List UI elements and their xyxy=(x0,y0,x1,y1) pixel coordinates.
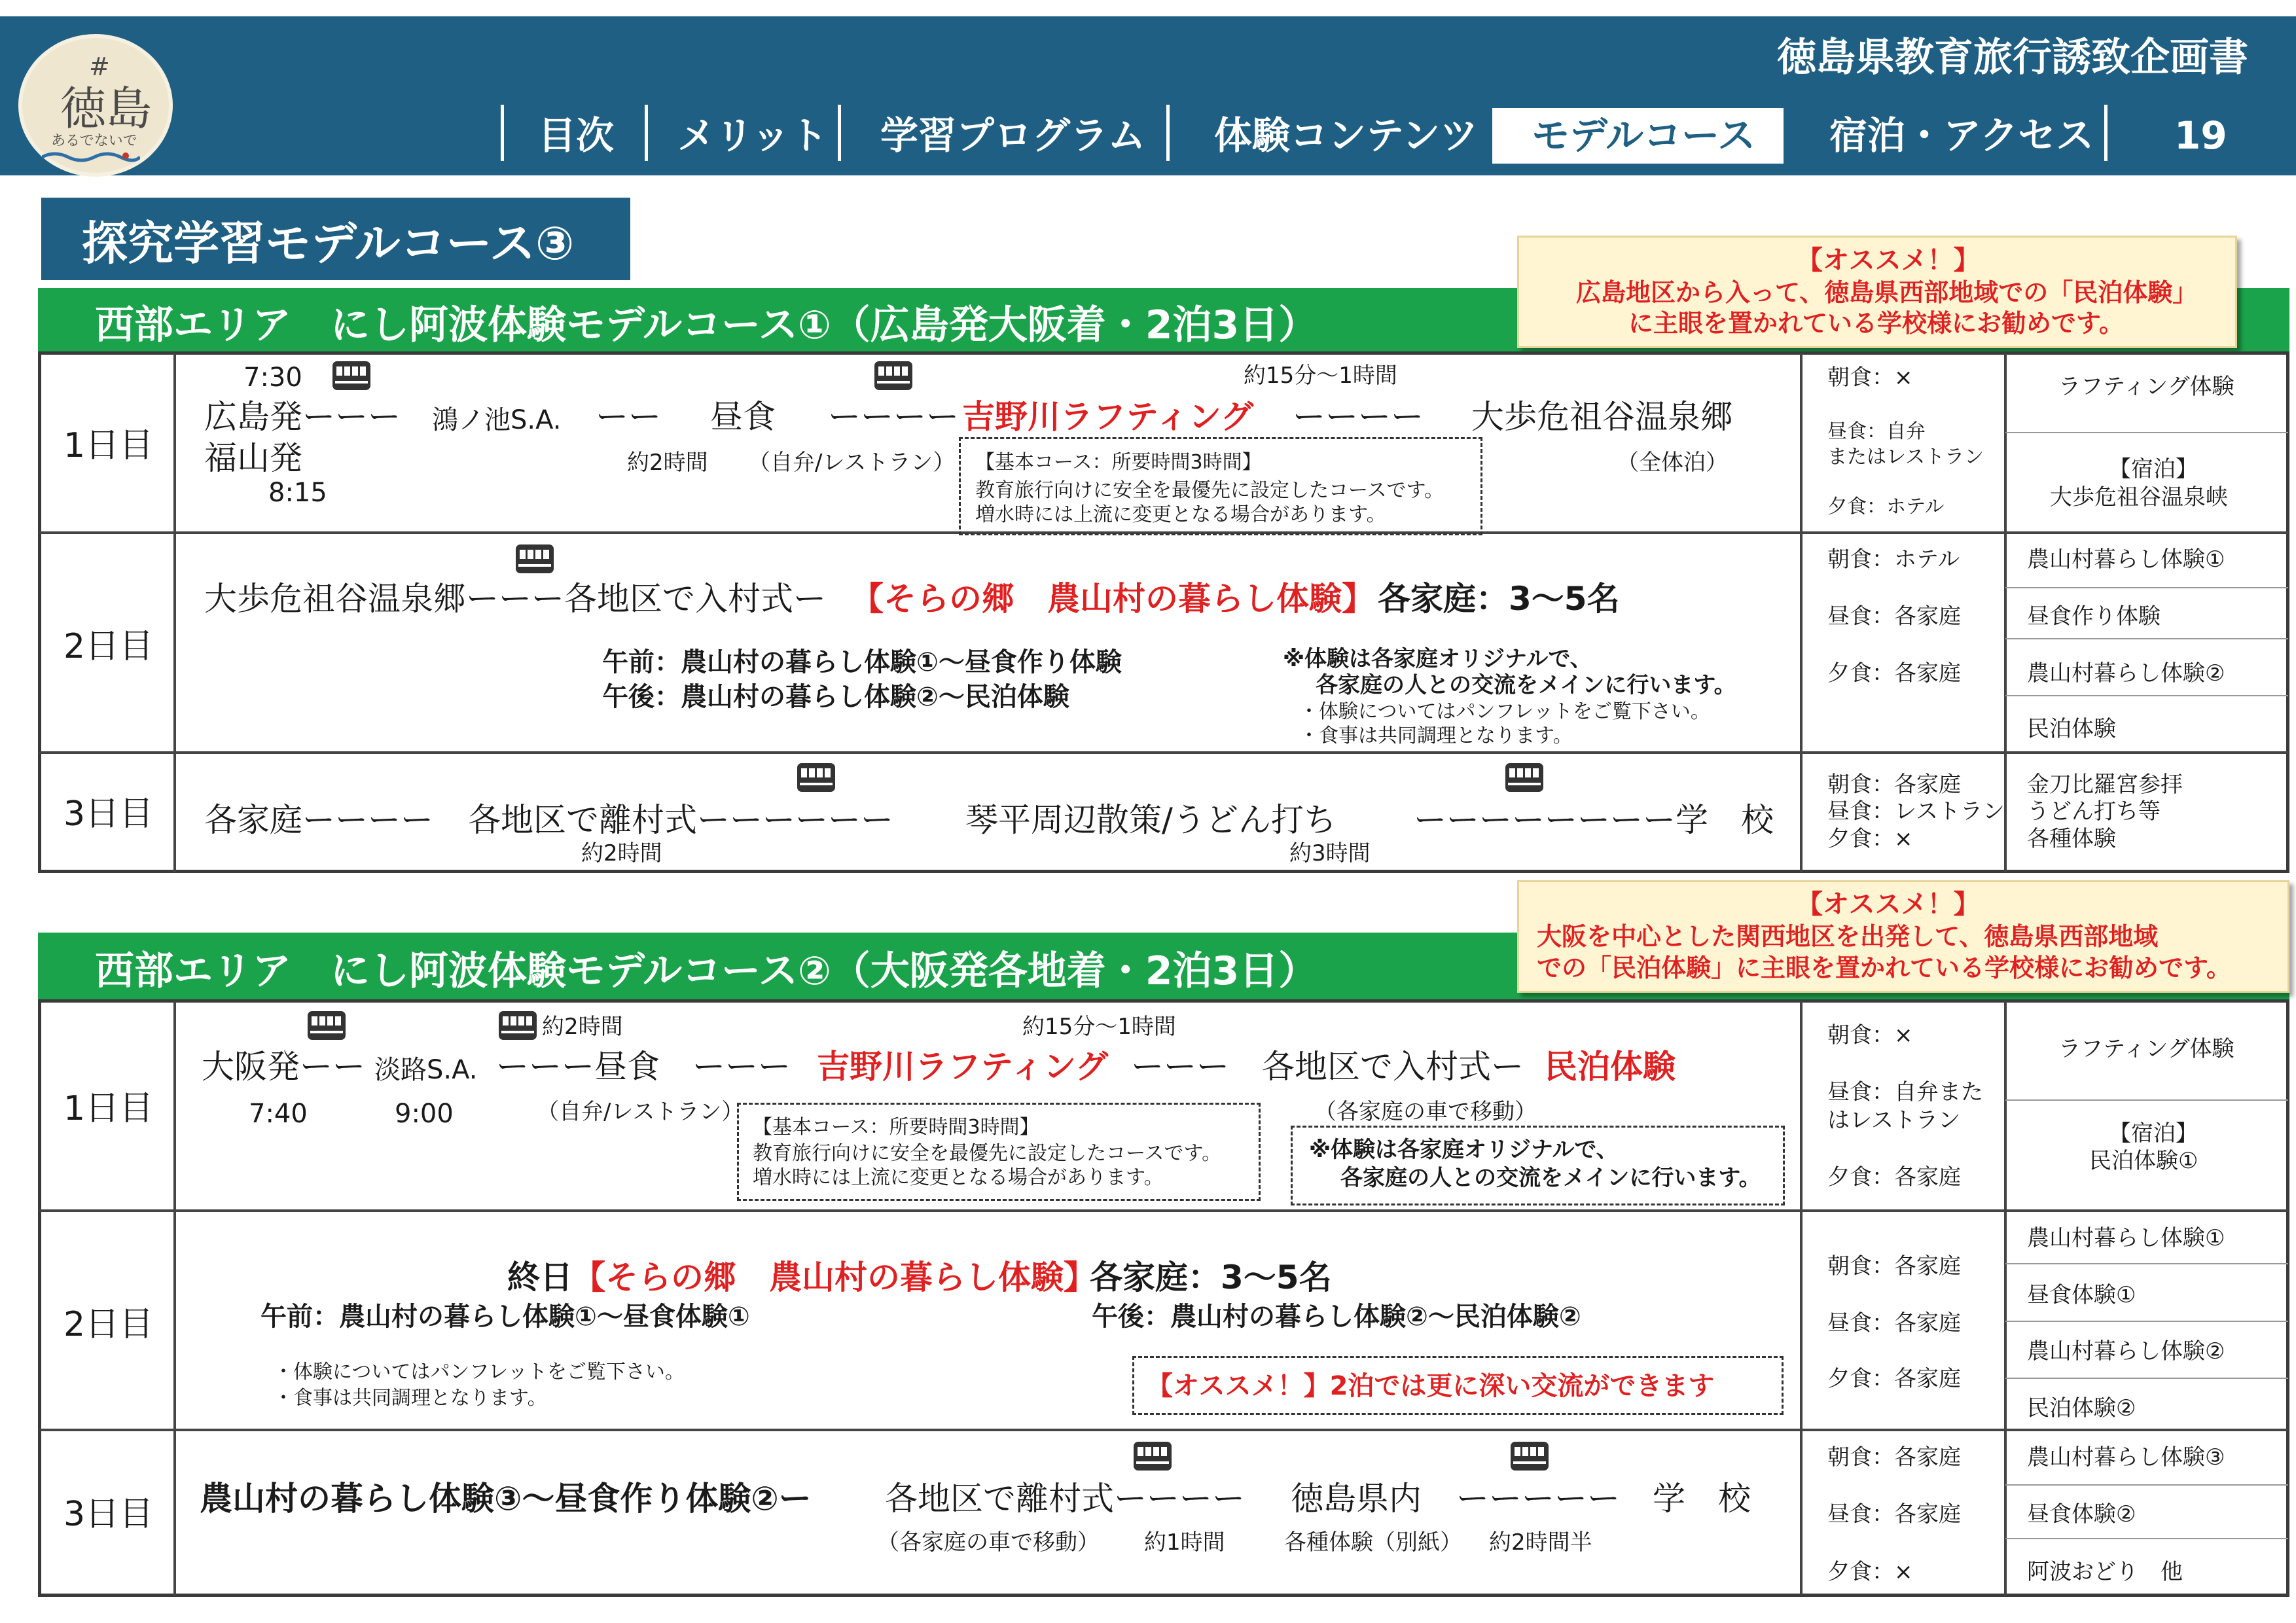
route-stop: 淡路S.A. xyxy=(374,1055,478,1085)
route-activity: 吉野川ラフティング xyxy=(962,398,1253,436)
activity: 金刀比羅宮参拝 xyxy=(2027,772,2183,798)
route-text: 各地区で離村式ーーーーーー xyxy=(468,801,893,839)
route-departure: 広島発ーーー xyxy=(204,398,401,436)
meal-lunch: またはレストラン xyxy=(1827,446,1984,469)
nav-item-merit[interactable]: メリット xyxy=(677,113,828,158)
table-row-divider xyxy=(39,1209,2288,1212)
route-activity: 【そらの郷 農山村の暮らし体験】 xyxy=(851,580,1374,618)
note: ・体験についてはパンフレットをご覧下さい。 xyxy=(1299,700,1710,723)
course1-recommend-line: 広島地区から入って、徳島県西部地域での「民泊体験」 xyxy=(1576,278,2198,307)
table-divider xyxy=(1800,353,1803,872)
activity: 大歩危祖谷温泉峡 xyxy=(2050,484,2228,510)
afternoon-plan: 午後：農山村の暮らし体験②～民泊体験 xyxy=(602,682,1069,712)
activity: 各種体験 xyxy=(2027,826,2116,852)
nav-divider xyxy=(2104,105,2108,161)
cell-divider xyxy=(2005,1099,2288,1101)
course2-day2-label: 2日目 xyxy=(63,1305,154,1344)
meal-dinner: 夕食：ホテル xyxy=(1827,495,1945,518)
route-departure: 福山発 xyxy=(204,439,302,477)
afternoon-plan: 午後：農山村の暮らし体験②～民泊体験② xyxy=(1092,1302,1581,1332)
bus-icon xyxy=(332,361,370,390)
logo-name: 徳島 xyxy=(60,82,152,135)
note: ・食事は共同調理となります。 xyxy=(274,1387,547,1410)
meal-breakfast: 朝食：各家庭 xyxy=(1827,1253,1961,1279)
activity: 農山村暮らし体験① xyxy=(2027,546,2225,573)
duration: 約15分～1時間 xyxy=(1022,1014,1176,1040)
activity: 農山村暮らし体験② xyxy=(2027,660,2225,687)
departure-time: 8:15 xyxy=(268,478,327,508)
bus-icon xyxy=(874,361,912,390)
duration: 約2時間 xyxy=(542,1014,623,1040)
bus-icon xyxy=(797,763,835,792)
duration: 約2時間 xyxy=(627,450,708,476)
meal-dinner: 夕食：各家庭 xyxy=(1827,1366,1961,1392)
bus-icon xyxy=(308,1011,346,1040)
nav-item-model-course[interactable]: モデルコース xyxy=(1532,113,1756,158)
activity: 農山村暮らし体験③ xyxy=(2027,1444,2225,1471)
route-text: 各家庭ーーーー xyxy=(204,801,433,839)
departure-time: 7:40 xyxy=(249,1099,308,1129)
course1-recommend-head: 【オススメ！】 xyxy=(1797,245,1980,276)
cell-divider xyxy=(2005,1484,2288,1486)
route-line: ーー xyxy=(596,398,661,436)
route-text: 農山村の暮らし体験③～昼食作り体験②ー xyxy=(200,1480,812,1518)
lunch-note: （自弁/レストラン） xyxy=(537,1099,744,1125)
course2-day3-label: 3日目 xyxy=(63,1495,154,1534)
route-activity: 吉野川ラフティング xyxy=(817,1048,1108,1086)
activity: 民泊体験 xyxy=(2027,716,2116,742)
route-activity: 【そらの郷 農山村の暮らし体験】 xyxy=(573,1258,1096,1296)
route-group-size: 各家庭：3～5名 xyxy=(1378,580,1620,618)
table-divider xyxy=(2004,1001,2007,1596)
activity: 民泊体験② xyxy=(2027,1395,2136,1421)
activity: 阿波おどり 他 xyxy=(2027,1559,2183,1585)
meal-lunch: 昼食：各家庭 xyxy=(1827,1310,1961,1336)
note: 各家庭の人との交流をメインに行います。 xyxy=(1340,1165,1761,1191)
nav-item-learning-program[interactable]: 学習プログラム xyxy=(880,113,1146,158)
course1-day2-label: 2日目 xyxy=(63,627,154,666)
lunch-note: （自弁/レストラン） xyxy=(748,450,956,476)
route-text: 各地区で離村式ーーーー xyxy=(885,1480,1245,1518)
cell-divider xyxy=(2005,1538,2288,1539)
bus-icon xyxy=(499,1011,537,1040)
route-text: 大歩危祖谷温泉郷ーーー各地区で入村式ー xyxy=(204,580,826,618)
basic-course-text: 【基本コース：所要時間3時間】 xyxy=(753,1116,1039,1139)
activity: 農山村暮らし体験① xyxy=(2027,1225,2225,1251)
route-text: ーーー 各地区で入村式ー xyxy=(1131,1048,1524,1086)
meal-dinner: 夕食：各家庭 xyxy=(1827,1164,1961,1190)
activity: 昼食作り体験 xyxy=(2027,603,2161,630)
basic-course-text: 増水時には上流に変更となる場合があります。 xyxy=(975,503,1386,526)
logo xyxy=(18,34,173,177)
nav-divider xyxy=(838,105,841,161)
table-row-divider xyxy=(39,1429,2288,1431)
route-text: ーーー昼食 ーーー xyxy=(496,1048,791,1086)
meal-lunch: 昼食：自弁また xyxy=(1827,1079,1983,1105)
course1-day3-label: 3日目 xyxy=(63,794,154,834)
route-line: ーーーー xyxy=(1293,398,1424,436)
activity-note: 各種体験（別紙） xyxy=(1284,1529,1462,1556)
nav-divider xyxy=(501,105,504,161)
bus-icon xyxy=(1505,763,1543,792)
basic-course-text: 【基本コース：所要時間3時間】 xyxy=(975,451,1262,474)
route-stop: 昼食 xyxy=(710,398,776,436)
cell-divider xyxy=(2005,638,2288,639)
activity: 【宿泊】 xyxy=(2109,1120,2198,1147)
course2-title: 西部エリア にし阿波体験モデルコース②（大阪発各地着・2泊3日） xyxy=(95,948,1318,994)
note: ※体験は各家庭オリジナルで、 xyxy=(1283,646,1592,672)
course2-recommend-head: 【オススメ！】 xyxy=(1797,889,1980,919)
activity: ラフティング体験 xyxy=(2058,374,2234,400)
activity: 民泊体験① xyxy=(2089,1148,2198,1174)
document-title: 徳島県教育旅行誘致企画書 xyxy=(1777,35,2248,80)
basic-course-text: 教育旅行向けに安全を最優先に設定したコースです。 xyxy=(753,1142,1222,1165)
basic-course-text: 教育旅行向けに安全を最優先に設定したコースです。 xyxy=(975,479,1444,502)
nav-item-experience[interactable]: 体験コンテンツ xyxy=(1214,113,1479,158)
nav-divider xyxy=(1166,105,1170,161)
course1-day1-label: 1日目 xyxy=(63,426,154,465)
cell-divider xyxy=(2005,1263,2288,1264)
meal-breakfast: 朝食：各家庭 xyxy=(1827,1444,1961,1471)
table-divider xyxy=(2004,353,2007,872)
meal-dinner: 夕食：× xyxy=(1827,826,1913,852)
note: ※体験は各家庭オリジナルで、 xyxy=(1309,1137,1619,1163)
duration: 約2時間半 xyxy=(1489,1529,1592,1556)
morning-plan: 午前：農山村の暮らし体験①～昼食体験① xyxy=(260,1302,750,1332)
activity: ラフティング体験 xyxy=(2058,1036,2234,1062)
logo-hash: # xyxy=(89,52,110,81)
route-text: ーーーーーーーー学 校 xyxy=(1414,801,1774,839)
route-stop: 鴻ノ池S.A. xyxy=(432,405,562,435)
table-divider xyxy=(173,353,176,872)
cell-divider xyxy=(2005,1378,2288,1379)
route-group-size: 各家庭：3～5名 xyxy=(1090,1258,1332,1296)
route-text: 琴平周辺散策/うどん打ち xyxy=(965,801,1336,839)
meal-lunch: 昼食：各家庭 xyxy=(1827,603,1961,630)
duration: 約3時間 xyxy=(1289,840,1371,866)
course2-recommend-line: での「民泊体験」に主眼を置かれている学校様にお勧めです。 xyxy=(1537,954,2231,982)
recommend-note: 【オススメ！】2泊では更に深い交流ができます xyxy=(1147,1371,1715,1401)
course2-recommend-line: 大阪を中心とした関西地区を出発して、徳島県西部地域 xyxy=(1537,922,2159,951)
meal-lunch: 昼食：各家庭 xyxy=(1827,1501,1961,1527)
morning-plan: 午前：農山村の暮らし体験①～昼食作り体験 xyxy=(602,647,1122,677)
note: ・食事は共同調理となります。 xyxy=(1299,724,1573,747)
route-text: 徳島県内 xyxy=(1291,1480,1422,1518)
stay-note: （全体泊） xyxy=(1617,450,1728,476)
logo-tagline: あるでないで xyxy=(51,133,137,149)
activity: 農山村暮らし体験② xyxy=(2027,1338,2225,1364)
page-number: 19 xyxy=(2174,113,2227,158)
meal-dinner: 夕食：各家庭 xyxy=(1827,660,1961,687)
note: ・体験についてはパンフレットをご覧下さい。 xyxy=(274,1361,685,1383)
meal-breakfast: 朝食：× xyxy=(1827,1022,1913,1048)
basic-course-text: 増水時には上流に変更となる場合があります。 xyxy=(753,1166,1164,1189)
route-destination: 大歩危祖谷温泉郷 xyxy=(1471,398,1733,436)
table-divider xyxy=(173,1001,176,1596)
meal-breakfast: 朝食：各家庭 xyxy=(1827,772,1961,798)
bus-icon xyxy=(1511,1442,1549,1471)
route-line: ーーーー xyxy=(828,398,959,436)
route-text: 終日 xyxy=(507,1258,573,1296)
transport-note: （各家庭の車で移動） xyxy=(1314,1099,1537,1125)
note: 各家庭の人との交流をメインに行います。 xyxy=(1316,672,1736,698)
bus-icon xyxy=(1134,1442,1172,1471)
cell-divider xyxy=(2005,432,2288,433)
cell-divider xyxy=(2005,1321,2288,1322)
course1-title: 西部エリア にし阿波体験モデルコース①（広島発大阪着・2泊3日） xyxy=(95,302,1318,348)
departure-time: 9:00 xyxy=(395,1099,454,1129)
activity: 【宿泊】 xyxy=(2109,456,2198,482)
duration: 約2時間 xyxy=(581,840,662,866)
course1-recommend-line: に主眼を置かれている学校様にお勧めです。 xyxy=(1628,309,2124,338)
course2-day1-label: 1日目 xyxy=(63,1089,154,1128)
nav-divider xyxy=(645,105,648,161)
meal-lunch: はレストラン xyxy=(1827,1107,1960,1133)
activity: うどん打ち等 xyxy=(2027,798,2161,825)
section-title: 探究学習モデルコース③ xyxy=(82,217,575,270)
activity: 昼食体験② xyxy=(2027,1501,2136,1527)
transport-note: （各家庭の車で移動） xyxy=(877,1529,1100,1556)
route-text: ーーーーー 学 校 xyxy=(1456,1480,1751,1518)
meal-breakfast: 朝食：× xyxy=(1827,365,1913,391)
logo-wave-icon xyxy=(42,149,140,164)
activity: 昼食体験① xyxy=(2027,1282,2136,1308)
cell-divider xyxy=(2005,695,2288,696)
duration: 約15分～1時間 xyxy=(1244,363,1397,389)
duration: 約1時間 xyxy=(1144,1529,1225,1556)
departure-time: 7:30 xyxy=(243,363,302,393)
bus-icon xyxy=(516,544,554,573)
cell-divider xyxy=(2005,587,2288,588)
meal-dinner: 夕食：× xyxy=(1827,1559,1913,1585)
meal-lunch: 昼食：レストラン xyxy=(1827,798,2005,825)
table-row-divider xyxy=(39,751,2288,754)
meal-lunch: 昼食：自弁 xyxy=(1827,420,1926,443)
route-activity: 民泊体験 xyxy=(1545,1048,1676,1086)
nav-item-contents[interactable]: 目次 xyxy=(538,113,615,158)
route-text: 大阪発ーー xyxy=(202,1048,365,1086)
table-divider xyxy=(1800,1001,1803,1596)
nav-item-stay-access[interactable]: 宿泊・アクセス xyxy=(1829,113,2094,158)
meal-breakfast: 朝食：ホテル xyxy=(1827,546,1960,573)
